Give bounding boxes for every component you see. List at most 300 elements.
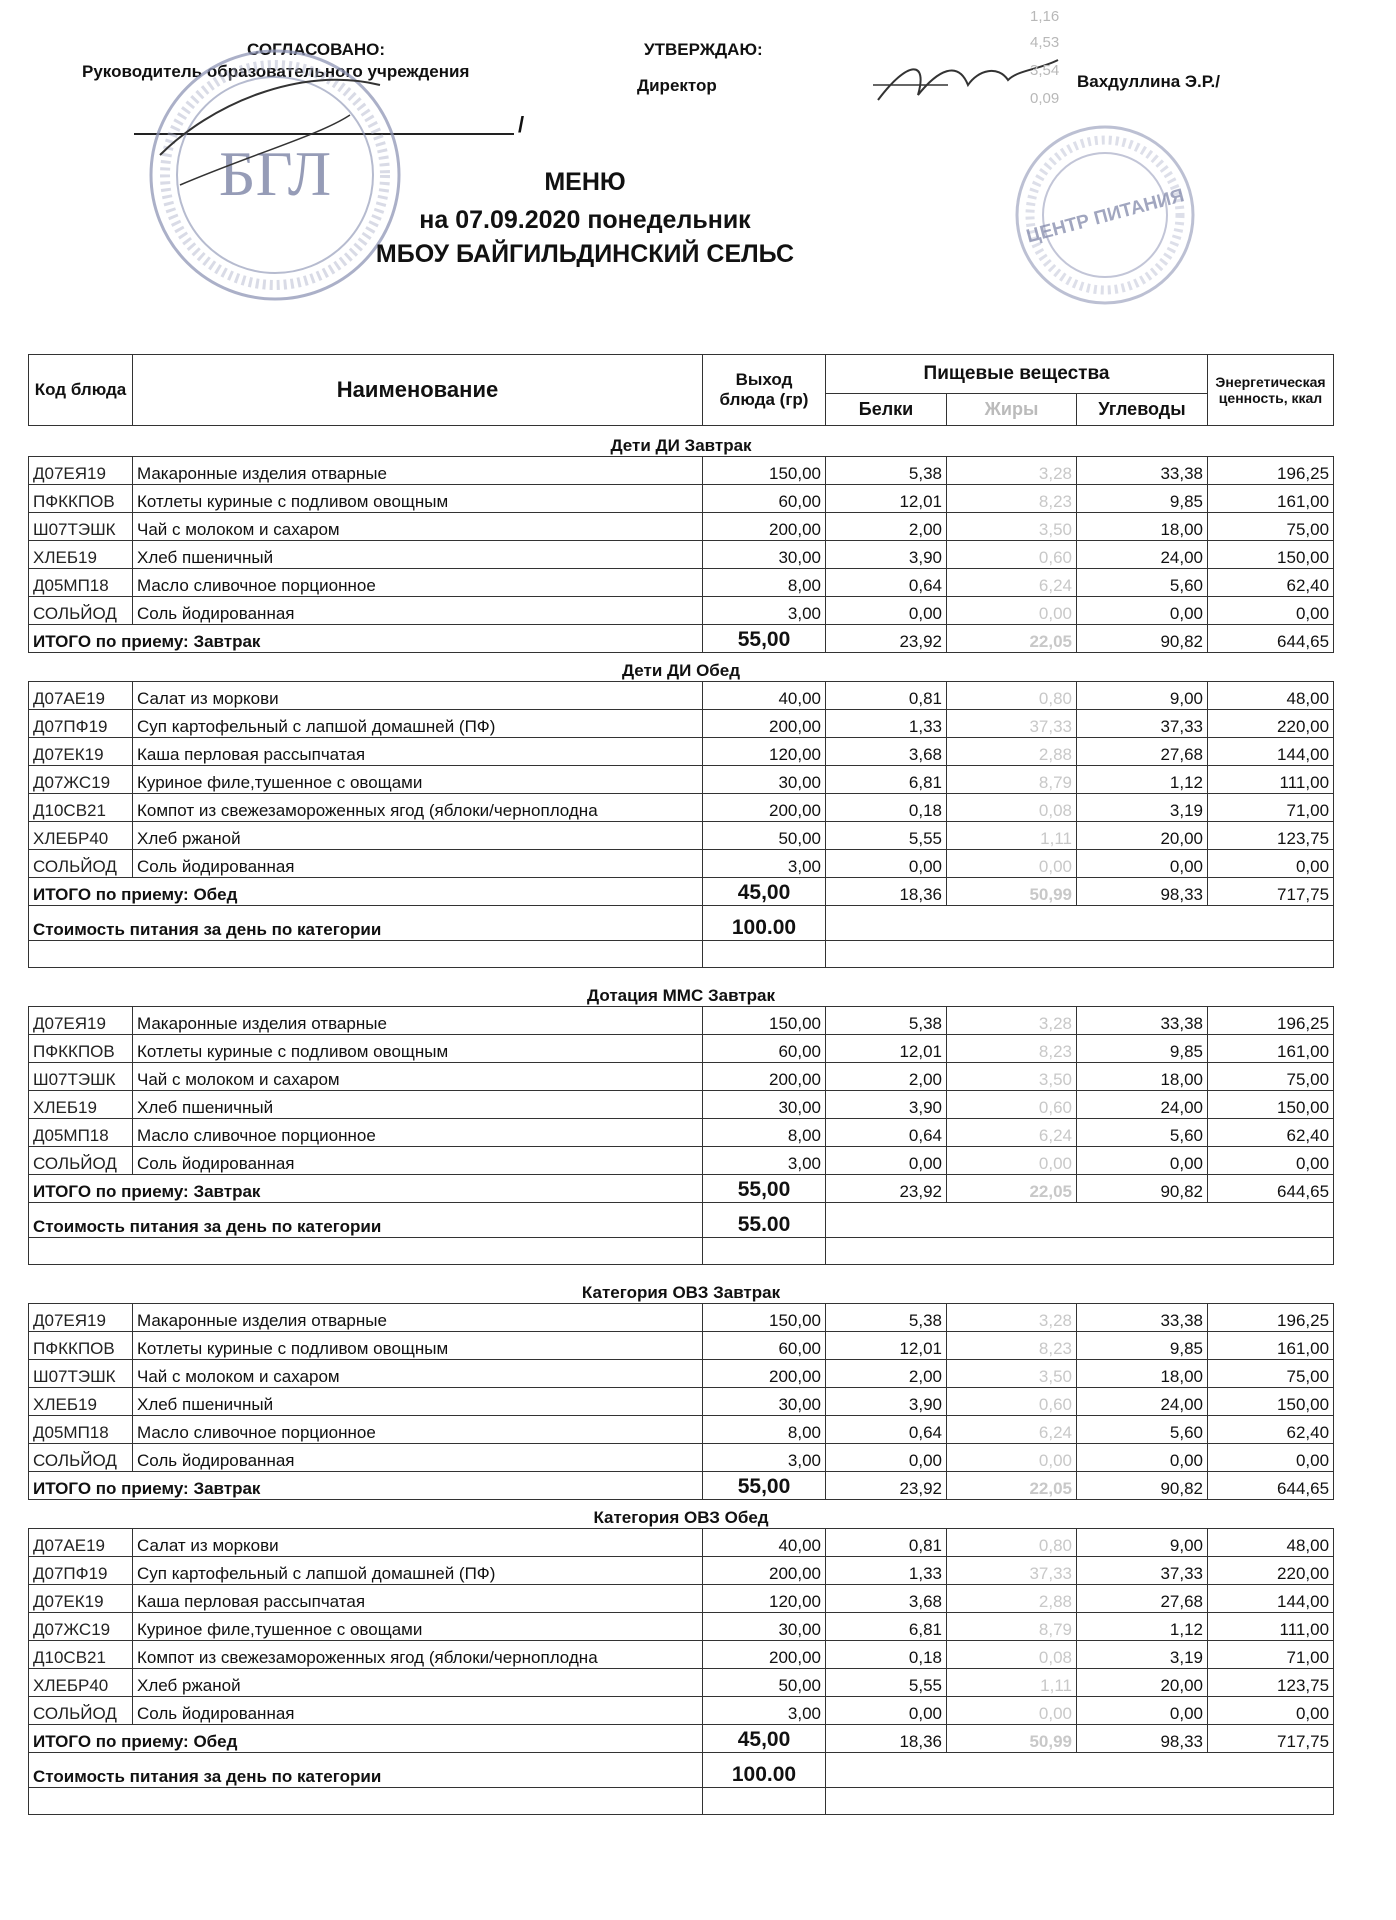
approve-label: УТВЕРЖДАЮ: xyxy=(644,40,763,59)
dish-carbs: 37,33 xyxy=(1077,710,1208,738)
dish-output: 120,00 xyxy=(703,1585,826,1613)
table-row xyxy=(29,1119,1334,1147)
table-row xyxy=(29,569,1334,597)
col-header-code: Код блюда xyxy=(29,355,133,426)
dish-carbs: 1,12 xyxy=(1077,766,1208,794)
table-row xyxy=(29,1388,1334,1416)
dish-energy: 0,00 xyxy=(1208,1444,1334,1472)
total-label: ИТОГО по приему: Завтрак xyxy=(29,625,703,653)
dish-name: Макаронные изделия отварные xyxy=(133,1304,703,1332)
dish-energy: 75,00 xyxy=(1208,1063,1334,1091)
table-row xyxy=(29,1641,1334,1669)
table-row xyxy=(29,850,1334,878)
total-carbs: 90,82 xyxy=(1077,1175,1208,1203)
dish-code: ПФККПОВ xyxy=(29,1035,133,1063)
dish-code: ПФККПОВ xyxy=(29,485,133,513)
dish-energy: 161,00 xyxy=(1208,485,1334,513)
agreed-label: СОГЛАСОВАНО: xyxy=(247,40,386,59)
signature-slash: / xyxy=(518,112,525,137)
dish-fats: 8,23 xyxy=(947,1332,1077,1360)
section-title-row xyxy=(29,653,1334,682)
dish-output: 3,00 xyxy=(703,1697,826,1725)
dish-carbs: 24,00 xyxy=(1077,1091,1208,1119)
table-row xyxy=(29,738,1334,766)
dish-fats: 0,80 xyxy=(947,1529,1077,1557)
section-title: Дети ДИ Завтрак xyxy=(610,436,752,455)
section-title: Дотация ММС Завтрак xyxy=(587,986,775,1005)
dish-carbs: 20,00 xyxy=(1077,822,1208,850)
dish-proteins: 5,38 xyxy=(826,1007,947,1035)
blank-row xyxy=(29,1788,1334,1815)
dish-energy: 48,00 xyxy=(1208,682,1334,710)
dish-code: Д10СВ21 xyxy=(29,794,133,822)
dish-output: 30,00 xyxy=(703,1613,826,1641)
dish-carbs: 18,00 xyxy=(1077,1063,1208,1091)
dish-proteins: 5,55 xyxy=(826,822,947,850)
dish-carbs: 27,68 xyxy=(1077,738,1208,766)
dish-energy: 75,00 xyxy=(1208,513,1334,541)
dish-proteins: 6,81 xyxy=(826,766,947,794)
cost-empty xyxy=(826,906,1334,941)
dish-fats: 0,80 xyxy=(947,682,1077,710)
dish-energy: 62,40 xyxy=(1208,1119,1334,1147)
blank-cell xyxy=(703,1238,826,1265)
total-row xyxy=(29,1472,1334,1500)
total-proteins: 18,36 xyxy=(826,1725,947,1753)
dish-name: Масло сливочное порционное xyxy=(133,1119,703,1147)
dish-code: Д10СВ21 xyxy=(29,1641,133,1669)
total-carbs: 98,33 xyxy=(1077,1725,1208,1753)
section-title-row xyxy=(29,1275,1334,1304)
dish-carbs: 5,60 xyxy=(1077,1416,1208,1444)
total-row xyxy=(29,878,1334,906)
dish-code: СОЛЬЙОД xyxy=(29,1147,133,1175)
blank-row xyxy=(29,1238,1334,1265)
dish-proteins: 5,38 xyxy=(826,1304,947,1332)
dish-fats: 8,23 xyxy=(947,485,1077,513)
dish-proteins: 5,55 xyxy=(826,1669,947,1697)
total-fats: 22,05 xyxy=(947,1472,1077,1500)
dish-code: Д05МП18 xyxy=(29,1416,133,1444)
total-label: ИТОГО по приему: Завтрак xyxy=(29,1175,703,1203)
col-header-proteins: Белки xyxy=(826,394,947,426)
dish-fats: 8,79 xyxy=(947,1613,1077,1641)
total-energy: 717,75 xyxy=(1208,878,1334,906)
dish-proteins: 2,00 xyxy=(826,1063,947,1091)
total-row xyxy=(29,625,1334,653)
table-row xyxy=(29,1147,1334,1175)
dish-fats: 0,00 xyxy=(947,597,1077,625)
dish-output: 3,00 xyxy=(703,1444,826,1472)
col-header-fats: Жиры xyxy=(947,394,1077,426)
cost-row xyxy=(29,906,1334,941)
dish-proteins: 0,00 xyxy=(826,1697,947,1725)
dish-proteins: 0,64 xyxy=(826,1119,947,1147)
total-label: ИТОГО по приему: Обед xyxy=(29,1725,703,1753)
dish-energy: 62,40 xyxy=(1208,569,1334,597)
dish-code: Д07ПФ19 xyxy=(29,710,133,738)
dish-carbs: 0,00 xyxy=(1077,1697,1208,1725)
cost-row xyxy=(29,1203,1334,1238)
dish-proteins: 2,00 xyxy=(826,513,947,541)
total-proteins: 23,92 xyxy=(826,1175,947,1203)
cost-value: 100.00 xyxy=(703,1753,826,1788)
dish-name: Масло сливочное порционное xyxy=(133,569,703,597)
dish-proteins: 0,18 xyxy=(826,1641,947,1669)
col-header-output: Выход блюда (гр) xyxy=(703,355,826,426)
dish-fats: 6,24 xyxy=(947,569,1077,597)
dish-energy: 71,00 xyxy=(1208,1641,1334,1669)
table-row xyxy=(29,1613,1334,1641)
dish-name: Соль йодированная xyxy=(133,850,703,878)
dish-proteins: 0,81 xyxy=(826,682,947,710)
dish-code: Д05МП18 xyxy=(29,1119,133,1147)
blank-cell xyxy=(826,941,1334,968)
total-energy: 644,65 xyxy=(1208,625,1334,653)
dish-fats: 0,60 xyxy=(947,541,1077,569)
director-signature xyxy=(868,40,1068,130)
dish-carbs: 24,00 xyxy=(1077,1388,1208,1416)
dish-name: Масло сливочное порционное xyxy=(133,1416,703,1444)
section-title-row xyxy=(29,978,1334,1007)
blank-cell xyxy=(703,1788,826,1815)
dish-output: 3,00 xyxy=(703,597,826,625)
dish-carbs: 0,00 xyxy=(1077,1444,1208,1472)
total-energy: 644,65 xyxy=(1208,1175,1334,1203)
dish-output: 150,00 xyxy=(703,1304,826,1332)
dish-proteins: 5,38 xyxy=(826,457,947,485)
dish-name: Салат из моркови xyxy=(133,682,703,710)
dish-output: 200,00 xyxy=(703,1641,826,1669)
dish-code: Д07АЕ19 xyxy=(29,682,133,710)
faint-mark: 1,16 xyxy=(1030,8,1060,25)
table-row xyxy=(29,1697,1334,1725)
dish-energy: 150,00 xyxy=(1208,1388,1334,1416)
table-row xyxy=(29,1585,1334,1613)
total-proteins: 18,36 xyxy=(826,878,947,906)
dish-energy: 196,25 xyxy=(1208,1007,1334,1035)
dish-energy: 123,75 xyxy=(1208,822,1334,850)
svg-text:ЦЕНТР ПИТАНИЯ: ЦЕНТР ПИТАНИЯ xyxy=(1024,185,1187,248)
dish-proteins: 3,68 xyxy=(826,1585,947,1613)
dish-carbs: 18,00 xyxy=(1077,1360,1208,1388)
dish-output: 150,00 xyxy=(703,1007,826,1035)
faint-mark: 4,53 xyxy=(1030,34,1060,51)
dish-name: Чай с молоком и сахаром xyxy=(133,1360,703,1388)
dish-code: Ш07ТЭШК xyxy=(29,1360,133,1388)
dish-output: 8,00 xyxy=(703,569,826,597)
dish-proteins: 6,81 xyxy=(826,1613,947,1641)
dish-name: Компот из свежезамороженных ягод (яблоки/черноплодна xyxy=(133,794,703,822)
dish-code: Д05МП18 xyxy=(29,569,133,597)
table-row xyxy=(29,1416,1334,1444)
spacer-row xyxy=(29,968,1334,979)
section-title-row xyxy=(29,428,1334,457)
dish-energy: 196,25 xyxy=(1208,1304,1334,1332)
total-output: 45,00 xyxy=(703,878,826,906)
total-output: 55,00 xyxy=(703,625,826,653)
dish-fats: 3,50 xyxy=(947,1063,1077,1091)
dish-name: Соль йодированная xyxy=(133,1147,703,1175)
dish-output: 200,00 xyxy=(703,513,826,541)
dish-code: Д07ЕЯ19 xyxy=(29,1007,133,1035)
dish-proteins: 0,18 xyxy=(826,794,947,822)
page-date: на 07.09.2020 понедельник xyxy=(419,206,751,234)
dish-output: 40,00 xyxy=(703,682,826,710)
total-fats: 50,99 xyxy=(947,878,1077,906)
dish-energy: 75,00 xyxy=(1208,1360,1334,1388)
dish-energy: 220,00 xyxy=(1208,1557,1334,1585)
dish-fats: 3,50 xyxy=(947,1360,1077,1388)
table-row xyxy=(29,794,1334,822)
col-header-nutrients: Пищевые вещества xyxy=(826,355,1208,394)
dish-carbs: 18,00 xyxy=(1077,513,1208,541)
dish-fats: 0,00 xyxy=(947,1444,1077,1472)
table-row xyxy=(29,1035,1334,1063)
dish-proteins: 1,33 xyxy=(826,710,947,738)
dish-energy: 0,00 xyxy=(1208,850,1334,878)
dish-proteins: 0,64 xyxy=(826,569,947,597)
dish-carbs: 9,85 xyxy=(1077,485,1208,513)
dish-fats: 6,24 xyxy=(947,1416,1077,1444)
dish-fats: 37,33 xyxy=(947,1557,1077,1585)
dish-carbs: 33,38 xyxy=(1077,457,1208,485)
dish-name: Хлеб ржаной xyxy=(133,1669,703,1697)
dish-name: Каша перловая рассыпчатая xyxy=(133,738,703,766)
cost-label: Стоимость питания за день по категории xyxy=(29,1203,703,1238)
total-output: 45,00 xyxy=(703,1725,826,1753)
dish-fats: 6,24 xyxy=(947,1119,1077,1147)
faint-mark: 0,09 xyxy=(1030,90,1060,107)
agreed-position: Руководитель образовательного учреждения xyxy=(82,62,470,81)
dish-code: Д07ЖС19 xyxy=(29,766,133,794)
cost-row xyxy=(29,1753,1334,1788)
dish-energy: 0,00 xyxy=(1208,1147,1334,1175)
dish-name: Каша перловая рассыпчатая xyxy=(133,1585,703,1613)
dish-carbs: 1,12 xyxy=(1077,1613,1208,1641)
dish-fats: 3,28 xyxy=(947,1007,1077,1035)
dish-carbs: 9,85 xyxy=(1077,1035,1208,1063)
table-row xyxy=(29,1332,1334,1360)
dish-code: ПФККПОВ xyxy=(29,1332,133,1360)
dish-output: 50,00 xyxy=(703,1669,826,1697)
section-title-row xyxy=(29,1500,1334,1529)
dish-name: Соль йодированная xyxy=(133,1697,703,1725)
dish-energy: 111,00 xyxy=(1208,766,1334,794)
dish-code: Д07ЖС19 xyxy=(29,1613,133,1641)
blank-cell xyxy=(826,1238,1334,1265)
dish-output: 200,00 xyxy=(703,1557,826,1585)
cost-label: Стоимость питания за день по категории xyxy=(29,906,703,941)
dish-name: Макаронные изделия отварные xyxy=(133,457,703,485)
spacer-cell xyxy=(29,968,1334,979)
dish-proteins: 0,81 xyxy=(826,1529,947,1557)
table-row xyxy=(29,1304,1334,1332)
dish-name: Суп картофельный с лапшой домашней (ПФ) xyxy=(133,710,703,738)
table-row xyxy=(29,1557,1334,1585)
dish-code: Д07ЕЯ19 xyxy=(29,457,133,485)
dish-output: 50,00 xyxy=(703,822,826,850)
dish-name: Хлеб ржаной xyxy=(133,822,703,850)
page-title: МЕНЮ xyxy=(544,168,626,196)
table-row xyxy=(29,1063,1334,1091)
dish-name: Суп картофельный с лапшой домашней (ПФ) xyxy=(133,1557,703,1585)
table-row xyxy=(29,682,1334,710)
total-carbs: 98,33 xyxy=(1077,878,1208,906)
dish-name: Чай с молоком и сахаром xyxy=(133,1063,703,1091)
dish-proteins: 0,00 xyxy=(826,1147,947,1175)
dish-name: Макаронные изделия отварные xyxy=(133,1007,703,1035)
dish-code: СОЛЬЙОД xyxy=(29,1444,133,1472)
dish-output: 40,00 xyxy=(703,1529,826,1557)
dish-carbs: 24,00 xyxy=(1077,541,1208,569)
total-label: ИТОГО по приему: Обед xyxy=(29,878,703,906)
total-proteins: 23,92 xyxy=(826,625,947,653)
dish-carbs: 33,38 xyxy=(1077,1007,1208,1035)
dish-proteins: 12,01 xyxy=(826,1035,947,1063)
dish-carbs: 3,19 xyxy=(1077,794,1208,822)
table-row xyxy=(29,457,1334,485)
dish-carbs: 5,60 xyxy=(1077,1119,1208,1147)
total-row xyxy=(29,1175,1334,1203)
dish-name: Салат из моркови xyxy=(133,1529,703,1557)
spacer-cell xyxy=(29,1265,1334,1276)
table-row xyxy=(29,1529,1334,1557)
dish-code: Д07ЕК19 xyxy=(29,738,133,766)
dish-name: Котлеты куриные с подливом овощным xyxy=(133,1035,703,1063)
col-header-name: Наименование xyxy=(133,355,703,426)
dish-output: 8,00 xyxy=(703,1416,826,1444)
dish-fats: 37,33 xyxy=(947,710,1077,738)
dish-name: Хлеб пшеничный xyxy=(133,1091,703,1119)
dish-energy: 220,00 xyxy=(1208,710,1334,738)
total-output: 55,00 xyxy=(703,1175,826,1203)
dish-output: 3,00 xyxy=(703,850,826,878)
dish-proteins: 3,68 xyxy=(826,738,947,766)
dish-energy: 0,00 xyxy=(1208,1697,1334,1725)
dish-fats: 2,88 xyxy=(947,1585,1077,1613)
dish-output: 200,00 xyxy=(703,1063,826,1091)
dish-carbs: 9,00 xyxy=(1077,1529,1208,1557)
dish-proteins: 3,90 xyxy=(826,1388,947,1416)
table-row xyxy=(29,1360,1334,1388)
table-row xyxy=(29,1669,1334,1697)
dish-proteins: 12,01 xyxy=(826,485,947,513)
dish-carbs: 33,38 xyxy=(1077,1304,1208,1332)
faint-mark: 3,54 xyxy=(1030,62,1060,79)
total-fats: 22,05 xyxy=(947,625,1077,653)
dish-output: 60,00 xyxy=(703,485,826,513)
dish-carbs: 9,85 xyxy=(1077,1332,1208,1360)
dish-name: Компот из свежезамороженных ягод (яблоки/черноплодна xyxy=(133,1641,703,1669)
dish-energy: 144,00 xyxy=(1208,738,1334,766)
approve-position: Директор xyxy=(637,76,717,95)
cost-empty xyxy=(826,1203,1334,1238)
dish-fats: 0,60 xyxy=(947,1388,1077,1416)
cost-value: 55.00 xyxy=(703,1203,826,1238)
dish-output: 150,00 xyxy=(703,457,826,485)
dish-code: ХЛЕБР40 xyxy=(29,1669,133,1697)
blank-row xyxy=(29,941,1334,968)
dish-code: ХЛЕБР40 xyxy=(29,822,133,850)
dish-code: ХЛЕБ19 xyxy=(29,1388,133,1416)
dish-carbs: 5,60 xyxy=(1077,569,1208,597)
dish-energy: 161,00 xyxy=(1208,1035,1334,1063)
total-proteins: 23,92 xyxy=(826,1472,947,1500)
blank-cell xyxy=(826,1788,1334,1815)
dish-output: 200,00 xyxy=(703,710,826,738)
dish-energy: 196,25 xyxy=(1208,457,1334,485)
dish-fats: 0,00 xyxy=(947,850,1077,878)
dish-output: 30,00 xyxy=(703,766,826,794)
table-row xyxy=(29,822,1334,850)
dish-proteins: 3,90 xyxy=(826,541,947,569)
cost-value: 100.00 xyxy=(703,906,826,941)
dish-name: Чай с молоком и сахаром xyxy=(133,513,703,541)
dish-name: Куриное филе,тушенное с овощами xyxy=(133,766,703,794)
menu-header-table xyxy=(28,354,1334,426)
dish-carbs: 9,00 xyxy=(1077,682,1208,710)
dish-output: 30,00 xyxy=(703,1388,826,1416)
table-row xyxy=(29,766,1334,794)
dish-energy: 150,00 xyxy=(1208,541,1334,569)
dish-proteins: 0,00 xyxy=(826,850,947,878)
table-row xyxy=(29,1007,1334,1035)
dish-name: Хлеб пшеничный xyxy=(133,541,703,569)
table-row xyxy=(29,1091,1334,1119)
dish-carbs: 0,00 xyxy=(1077,597,1208,625)
table-row xyxy=(29,485,1334,513)
dish-energy: 62,40 xyxy=(1208,1416,1334,1444)
svg-text:БГЛ: БГЛ xyxy=(218,138,332,209)
dish-name: Соль йодированная xyxy=(133,1444,703,1472)
dish-code: Д07ЕЯ19 xyxy=(29,1304,133,1332)
blank-cell xyxy=(29,1788,703,1815)
total-energy: 717,75 xyxy=(1208,1725,1334,1753)
total-carbs: 90,82 xyxy=(1077,625,1208,653)
col-header-energy: Энергетическая ценность, ккал xyxy=(1208,355,1334,426)
dish-code: Д07ЕК19 xyxy=(29,1585,133,1613)
table-row xyxy=(29,513,1334,541)
dish-proteins: 2,00 xyxy=(826,1360,947,1388)
dish-output: 120,00 xyxy=(703,738,826,766)
dish-name: Котлеты куриные с подливом овощным xyxy=(133,1332,703,1360)
dish-output: 30,00 xyxy=(703,541,826,569)
dish-fats: 0,00 xyxy=(947,1697,1077,1725)
dish-proteins: 0,64 xyxy=(826,1416,947,1444)
dish-name: Хлеб пшеничный xyxy=(133,1388,703,1416)
dish-output: 60,00 xyxy=(703,1035,826,1063)
dish-name: Соль йодированная xyxy=(133,597,703,625)
dish-carbs: 0,00 xyxy=(1077,850,1208,878)
table-row xyxy=(29,1444,1334,1472)
dish-carbs: 3,19 xyxy=(1077,1641,1208,1669)
cost-label: Стоимость питания за день по категории xyxy=(29,1753,703,1788)
dish-carbs: 27,68 xyxy=(1077,1585,1208,1613)
dish-fats: 2,88 xyxy=(947,738,1077,766)
dish-code: Ш07ТЭШК xyxy=(29,513,133,541)
total-fats: 50,99 xyxy=(947,1725,1077,1753)
section-title: Категория ОВЗ Обед xyxy=(593,1508,769,1527)
dish-code: Д07ПФ19 xyxy=(29,1557,133,1585)
dish-energy: 123,75 xyxy=(1208,1669,1334,1697)
table-row xyxy=(29,597,1334,625)
blank-cell xyxy=(29,941,703,968)
dish-fats: 1,11 xyxy=(947,1669,1077,1697)
dish-fats: 8,79 xyxy=(947,766,1077,794)
dish-fats: 8,23 xyxy=(947,1035,1077,1063)
blank-cell xyxy=(703,941,826,968)
